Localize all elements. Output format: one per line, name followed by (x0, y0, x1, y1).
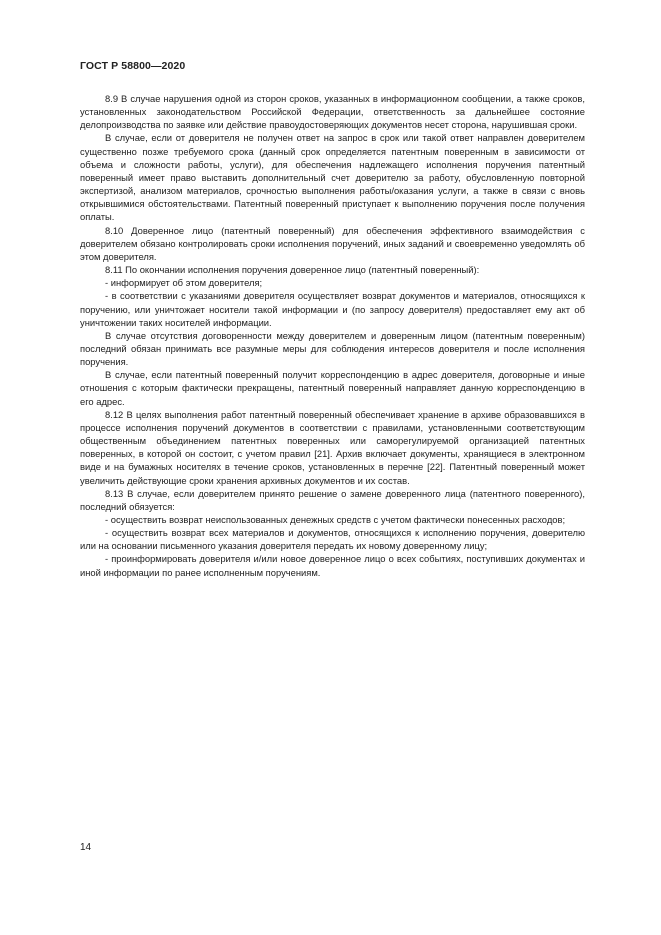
paragraph: В случае отсутствия договоренности между доверителем и доверенным лицом (патентным поверенным) последний обязан принимать все разумные меры для соблюдения интересов доверителя и после исполнения поручения. (80, 329, 585, 368)
list-item: - осуществить возврат неиспользованных денежных средств с учетом фактически понесенных расходов; (105, 514, 566, 525)
document-header: ГОСТ Р 58800—2020 (80, 60, 186, 72)
paragraph-8-10: 8.10 Доверенное лицо (патентный поверенный) для обеспечения эффективного взаимодействия с доверителем обязано контролировать сроки исполнения поручений, иных заданий и своевременно уведомлять об этом доверителя. (80, 224, 585, 262)
paragraph-8-9: 8.9 В случае нарушения одной из сторон сроков, указанных в информационном сообщении, а также сроков, установленных законодательством Российской Федерации, ответственность за дальнейшее состояние делопроизводства по заявке или действие правоудостоверяющих документов несет сторона, нарушившая сроки. (80, 93, 585, 131)
paragraph-8-11: 8.11 По окончании исполнения поручения доверенное лицо (патентный поверенный): (105, 264, 480, 276)
document-body (80, 92, 585, 579)
list-item: - информирует об этом доверителя; (105, 277, 263, 289)
paragraph: В случае, если патентный поверенный получит корреспонденцию в адрес доверителя, договорные и иные отношения с которым фактически прекращены, патентный поверенный направляет данную корреспонденцию в его адрес. (80, 369, 585, 407)
paragraph: В случае, если от доверителя не получен ответ на запрос в срок или такой ответ направлен доверителем существенно позже требуемого срока (данный срок определяется патентным поверенным в зависимости от объема и сложности работы, услуги), для обеспечения надлежащего исполнения поручения патентный поверенный имеет право выставить дополнительный счет доверителю за работу, обусловленную повторной экспертизой, анализом материалов, срочностью выполнения работы/оказания услуги, а также в связи с вновь открывшимися обстоятельствами. Патентный поверенный приступает к выполнению поручения после получения оплаты. (80, 132, 585, 223)
paragraph-8-12: 8.12 В целях выполнения работ патентный поверенный обеспечивает хранение в архиве образовавшихся в процессе исполнения поручений документов в соответствии с правилами, установленными соответствующим общественным объединением патентных поверенных или саморегулируемой организацией патентных поверенных, в которой он состоит, с учетом правил [21]. Архив включает документы, хранящиеся в электронном виде и на бумажных носителях в течение сроков, установленных в перечне [22]. Патентный поверенный может увеличить действующие сроки хранения архивных документов и их состав. (80, 408, 585, 486)
list-item: - осуществить возврат всех материалов и документов, относящихся к исполнению поручения, доверителю или на основании письменного указания доверителя передать их новому доверенному лицу; (80, 527, 585, 552)
list-item: - проинформировать доверителя и/или новое доверенное лицо о всех событиях, поступивших документах и иной информации по ранее исполненным поручениям. (80, 553, 585, 578)
page-number: 14 (80, 842, 92, 853)
paragraph-8-13: 8.13 В случае, если доверителем принято решение о замене доверенного лица (патентного поверенного), последний обязуется: (80, 487, 585, 512)
list-item: - в соответствии с указаниями доверителя осуществляет возврат документов и материалов, относящихся к поручению, или уничтожает носители такой информации и (по запросу доверителя) предоставляет ему акт об уничтожении таких носителей информации. (80, 290, 585, 328)
